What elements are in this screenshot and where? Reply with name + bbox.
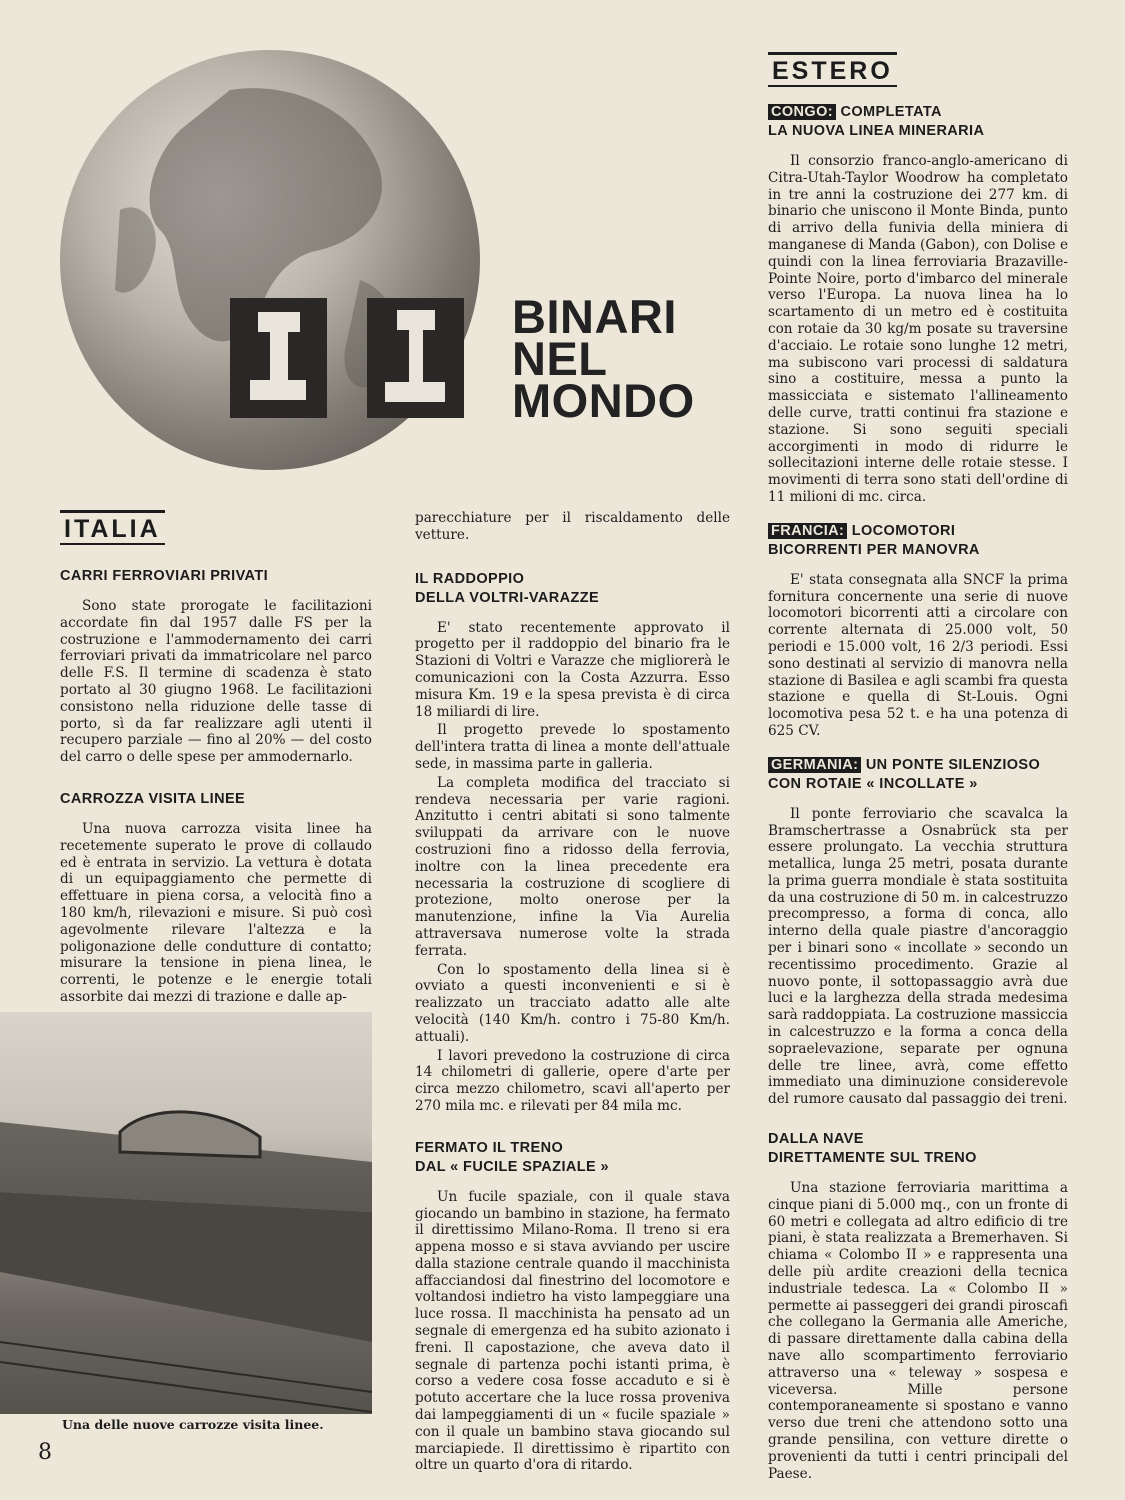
photo-caption: Una delle nuove carrozze visita linee.	[62, 1417, 324, 1432]
column-right	[768, 103, 1068, 1484]
article-paragraph: E' stata consegnata alla SNCF la prima fornitura concernente una serie di nuove locomotori bicorrenti atti a circolare con corrente alternata di 25.000 volt, 50 periodi e 15.000 volt, 16 2/3 periodi. Essi sono destinati al servizio di manovra nella stazione di Basilea e agli scambi fra questa stazione e quella di St-Louis. Ogni locomotiva pesa 52 t. e ha una potenza di 625 CV.	[768, 571, 1068, 739]
rail-icon-left	[230, 298, 327, 418]
train-car-photo	[0, 1012, 372, 1414]
section-title-estero: ESTERO	[768, 52, 897, 87]
article-paragraph: Sono state prorogate le facilitazioni accordate fin dal 1957 dalle FS per la costruzione e l'ammodernamento dei carri ferroviari privati da immatricolare nel parco delle F.S. Il termine di scadenza è stato portato al 30 giugno 1968. Le facilitazioni consistono nella riduzione delle tasse di porto, sì da far realizzare agli utenti il recupero parziale — fino al 20% — del costo del carro o delle spese per ammodernarlo.	[60, 598, 372, 766]
article-title-line: BICORRENTI PER MANOVRA	[768, 541, 980, 558]
article-carrozza-visita	[60, 790, 372, 1008]
article-paragraph: Con lo spostamento della linea si è ovviato a questi inconvenienti e si è realizzato un tracciato adatto alle alte velocità (140 Km/h. contro i 75-80 Km/h. attuali).	[415, 961, 730, 1045]
section-title-italia: ITALIA	[60, 510, 165, 545]
article-paragraph: La completa modifica del tracciato si rendeva necessaria per varie ragioni. Anzitutto i centri abitati si sono talmente sviluppati da arrivare con le nuove costruzioni fino a ridosso della ferrovia, inoltre con la linea precedente era necessaria la costruzione di scogliere di protezione, molto onerose per la manutenzione, infine la Via Aurelia attraversava numerose volte la strada ferrata.	[415, 774, 730, 959]
title-line-3: MONDO	[512, 374, 695, 427]
train-car-illustration	[0, 1012, 372, 1414]
article-title-line: CON ROTAIE « INCOLLATE »	[768, 775, 978, 792]
article-title-line: FERMATO IL TRENO	[415, 1139, 564, 1156]
article-title	[415, 570, 730, 608]
section-italia-heading	[60, 510, 165, 545]
article-paragraph: I lavori prevedono la costruzione di circa 14 chilometri di gallerie, opere d'arte per circa mezzo chilometro, scavi all'aperto per 270 mila mc. e rilevati per 84 mila mc.	[415, 1047, 730, 1114]
article-title-line: DAL « FUCILE SPAZIALE »	[415, 1158, 609, 1175]
article-title-line: IL RADDOPPIO	[415, 570, 525, 587]
article-title-line: UN PONTE SILENZIOSO	[865, 756, 1041, 773]
country-tag: GERMANIA:	[768, 757, 861, 773]
section-estero-heading	[768, 52, 897, 87]
article-title: CARROZZA VISITA LINEE	[60, 791, 246, 807]
country-tag: FRANCIA:	[768, 523, 847, 539]
title-line-1: BINARI	[512, 290, 677, 343]
article-paragraph: Una stazione ferroviaria marittima a cinque piani di 5.000 mq., con un fronte di 60 metri e collegata ad altro edificio di tre piani, è stata realizzata a Bremerhaven. Si chiama « Colombo II » e rappresenta una delle più ardite creazioni della tecnica industriale tedesca. La « Colombo II » permette ai passeggeri dei grandi piroscafi che collegano la Germania alle Americhe, di passare direttamente dalla cabina della nave allo scompartimento ferroviario attraverso una « teleway » sospesa e viceversa. Mille persone contemporaneamente si spostano e vanno verso due treni che attendono sotto una grande pensilina, con vetture dirette o provenienti da tutti i centri principali del Paese.	[768, 1180, 1068, 1482]
article-title-line: DIRETTAMENTE SUL TRENO	[768, 1150, 977, 1167]
article-title	[768, 522, 1068, 560]
article-title-line: DALLA NAVE	[768, 1131, 864, 1148]
article-paragraph: E' stato recentemente approvato il progetto per il raddoppio del binario fra le Stazioni di Voltri e Varazze che migliorerà le comunicazioni con la Costa Azzurra. Esso misura Km. 19 e la spesa prevista è di circa 18 miliardi di lire.	[415, 619, 730, 720]
rail-icon-right	[367, 298, 464, 418]
article-paragraph: Una nuova carrozza visita linee ha recetemente superato le prove di collaudo ed è entrata in servizio. La vettura è dotata di un equipaggiamento che permette di effettuare in piena corsa, a velocità fino a 180 km/h, rilevazioni e misure. Si può così agevolmente rilevare l'altezza e la poligonazione delle condutture di contatto; misurare la tensione in piena linea, le correnti, le potenze e le energie totali assorbite dai mezzi di trazione e dalle ap-	[60, 821, 372, 1005]
rail-profile-icon	[367, 298, 464, 418]
article-paragraph: Un fucile spaziale, con il quale stava giocando un bambino in stazione, ha fermato il direttissimo Milano-Roma. Il treno si era appena mosso e si stava avviando per uscire dalla stazione centrale quando il macchinista affacciandosi dal finestrino del locomotore e voltandosi indietro ha visto lampeggiare una luce rossa. Il macchinista ha pensato ad un segnale di emergenza ed ha subito azionato i freni. Il capostazione, che aveva dato il segnale di partenza pochi istanti prima, è corso a vedere cosa fosse accaduto e si è potuto accertare che la luce rossa proveniva dai lampeggiamenti di un « fucile spaziale » con il quale un bambino stava giocando sul marciapiede. Il direttissimo è ripartito con oltre un quarto d'ora di ritardo.	[415, 1188, 730, 1474]
column-middle	[415, 510, 730, 1476]
article-title-line: LA NUOVA LINEA MINERARIA	[768, 123, 985, 139]
page-number: 8	[38, 1440, 52, 1465]
article-paragraph: Il ponte ferroviario che scavalca la Bramschertrasse a Osnabrück sta per essere prolungato. La vecchia struttura metallica, lunga 25 metri, posata durante la prima guerra mondiale è stata sostituita da una costruzione di 50 m. in calcestruzzo precompresso, a forma di conca, allo interno della quale piastre d'ancoraggio per i binari sono « incollate » secondo un recentissimo procedimento. Grazie al nuovo ponte, il sottopassaggio avrà due luci e la larghezza della strada medesima sarà raddoppiata. La costruzione massiccia in calcestruzzo e la forma a conca della sopraelevazione, separate per ognuna delle tre linee, avrà, come effetto immediato una diminuzione considerevole del rumore causato dal passaggio dei treni.	[768, 805, 1068, 1108]
article-title	[768, 756, 1068, 794]
article-title	[768, 103, 1068, 141]
page-title	[512, 290, 695, 427]
country-tag: CONGO:	[768, 104, 836, 120]
article-title-line: COMPLETATA	[840, 104, 942, 120]
article-title-line: LOCOMOTORI	[851, 522, 956, 539]
article-paragraph: Il progetto prevede lo spostamento dell'intera tratta di linea a monte dell'attuale sede, in massima parte in galleria.	[415, 722, 730, 772]
article-continuation: parecchiature per il riscaldamento delle vetture.	[415, 510, 730, 543]
rail-profile-icon	[230, 298, 327, 418]
article-title	[415, 1139, 730, 1177]
article-title	[768, 1130, 1068, 1168]
title-line-2: NEL	[512, 332, 608, 385]
article-carri-privati	[60, 567, 372, 768]
article-title: CARRI FERROVIARI PRIVATI	[60, 568, 269, 584]
article-title-line: DELLA VOLTRI-VARAZZE	[415, 589, 600, 606]
article-paragraph: Il consorzio franco-anglo-americano di Citra-Utah-Taylor Woodrow ha completato in tre anni la costruzione dei 277 km. di binario che uniscono il Monte Binda, punto di arrivo della funivia della miniera di manganese di Manda (Gabon), con Dolise e quindi con la linea ferroviaria Brazaville-Pointe Noire, porto d'imbarco del minerale verso l'Europa. La nuova linea ha lo scartamento di un metro ed è costituita con rotaie da 30 kg/m posate su traversine d'acciaio. Le rotaie sono lunghe 12 metri, ma subiscono vari processi di saldatura sino a costituire, messa a punto la massicciata e sistemato l'allineamento delle curve, tratti continui fra stazione e stazione. Si sono seguiti speciali accorgimenti in modo di ridurre le sollecitazioni interne delle rotaie stesse. I movimenti di terra sono stati dell'ordine di 11 milioni di mc. circa.	[768, 153, 1068, 505]
